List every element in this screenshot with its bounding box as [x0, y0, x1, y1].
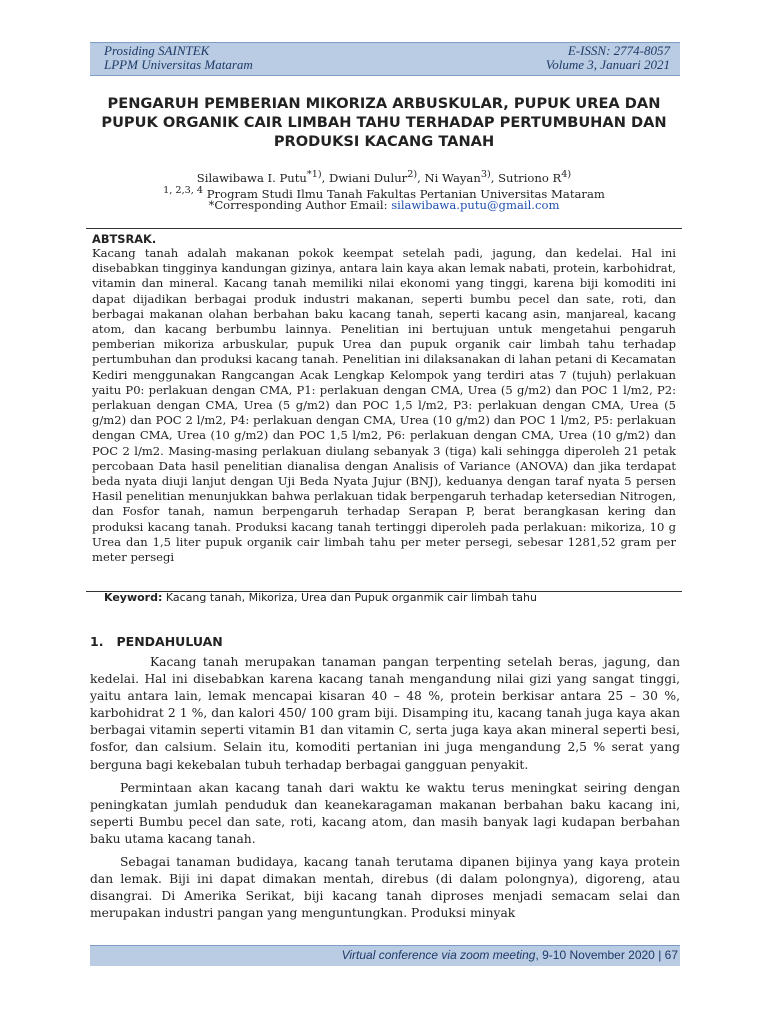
- affiliation-sup: 1, 2,3, 4: [163, 185, 204, 196]
- footer-conference: Virtual conference via zoom meeting: [341, 948, 536, 962]
- body-paragraph: Sebagai tanaman budidaya, kacang tanah terutama dipanen bijinya yang kaya protein dan lemak. Biji ini dapat dimakan mentah, direbus (di dalam polongnya), digoreng, atau disangrai. Di Amerika Serikat, biji kacang tanah diproses menjadi semacam selai dan merupakan industri pangan yang menguntungkan. Produksi minyak: [90, 855, 680, 921]
- author-name: Ni Wayan: [424, 170, 481, 185]
- issn: E-ISSN: 2774-8057: [567, 43, 670, 58]
- author-name: Sutriono R: [498, 170, 562, 185]
- author-sup: *1): [306, 169, 322, 180]
- author-sup: 3): [480, 169, 491, 180]
- section-title: 1. PENDAHULUAN: [90, 634, 223, 649]
- body-paragraph: Kacang tanah merupakan tanaman pangan terpenting setelah beras, jagung, dan kedelai. Hal ini disebabkan karena kacang tanah mengandung nilai gizi yang sangat tinggi, yaitu antara lain, lemak mencapai kisaran 40 – 48 %, protein berkisar antara 25 – 30 %, karbohidrat 2 1 %, dan kalori 450/ 100 gram biji. Disamping itu, kacang tanah juga kaya akan berbagai vitamin seperti vitamin B1 dan vitamin C, serta juga kaya akan mineral seperti besi, fosfor, dan calsium. Selain itu, komoditi pertanian ini juga mengandung 2,5 % serat yang berguna bagi kekebalan tubuh terhadap berbagai gangguan penyakit.: [90, 655, 680, 772]
- footer-date-page: , 9-10 November 2020 | 67: [535, 948, 678, 962]
- journal-name: Prosiding SAINTEK: [104, 43, 210, 58]
- author-sup: 2): [407, 169, 418, 180]
- keywords: [104, 591, 674, 604]
- keywords-label: Keyword:: [104, 591, 163, 604]
- page-footer: [342, 948, 678, 962]
- body-paragraph: Permintaan akan kacang tanah dari waktu ke waktu terus meningkat seiring dengan peningkatan jumlah penduduk dan keanekaragaman makanan berbahan baku kacang ini, seperti Bumbu pecel dan sate, roti, kacang atom, dan masih banyak lagi kudapan berbahan baku utama kacang tanah.: [90, 780, 680, 846]
- keywords-text: Kacang tanah, Mikoriza, Urea dan Pupuk organmik cair limbah tahu: [162, 591, 537, 604]
- author-sup: 4): [561, 169, 572, 180]
- corresponding-author: [100, 198, 668, 213]
- publisher-name: LPPM Universitas Mataram: [104, 57, 253, 72]
- abstract-heading: ABTSRAK.: [92, 232, 157, 246]
- author-email-link[interactable]: silawibawa.putu@gmail.com: [391, 198, 560, 212]
- paper-title: PENGARUH PEMBERIAN MIKORIZA ARBUSKULAR, PUPUK UREA DAN PUPUK ORGANIK CAIR LIMBAH TAHU TERHADAP PERTUMBUHAN DAN PRODUKSI KACANG TANAH: [101, 95, 667, 150]
- affiliation-text: Program Studi Ilmu Tanah Fakultas Pertanian Universitas Mataram: [206, 186, 605, 201]
- volume-info: Volume 3, Januari 2021: [545, 57, 670, 72]
- author-list: Silawibawa I. Putu$^{*1)}$, Dwiani Dulur$^{2)}$, Ni Wayan$^{3)}$, Sutriono $R^{4)}$: [196, 169, 572, 185]
- abstract-text: Kacang tanah adalah makanan pokok keempat setelah padi, jagung, dan kedelai. Hal ini disebabkan tingginya kandungan gizinya, antara lain kaya akan lemak nabati, protein, karbohidrat, vitamin dan mineral. Kacang tanah memiliki nilai ekonomi yang tinggi, karena biji komoditi ini dapat dijadikan berbagai produk industri makanan, seperti bumbu pecel dan sate, roti, dan berbagai makanan olahan berbahan baku kacang tanah, seperti kacang asin, manjareal, kacang atom, dan kacang berbumbu lainnya. Penelitian ini bertujuan untuk mengetahui pengaruh pemberian mikoriza arbuskular, pupuk Urea dan pupuk organik cair limbah tahu terhadap pertumbuhan dan produksi kacang tanah. Penelitian ini dilaksanakan di lahan petani di Kecamatan Kediri menggunakan Rangcangan Acak Lengkap Kelompok yang terdiri atas 7 (tujuh) perlakuan yaitu P0: perlakuan dengan CMA, P1: perlakuan dengan CMA, Urea (5 g/m2) dan POC 1 l/m2, P2: perlakuan dengan CMA, Urea (5 g/m2) dan POC 1,5 l/m2, P3: perlakuan dengan CMA, Urea (5 g/m2) dan POC 2 l/m2, P4: perlakuan dengan CMA, Urea (10 g/m2) dan POC 1 l/m2, P5: perlakuan dengan CMA, Urea (10 g/m2) dan POC 1,5 l/m2, P6: perlakuan dengan CMA, Urea (10 g/m2) dan POC 2 l/m2. Masing-masing perlakuan diulang sebanyak 3 (tiga) kali sehingga diperoleh 21 petak percobaan Data hasil penelitian dianalisa dengan Analisis of Variance (ANOVA) dan jika terdapat beda nyata diuji lanjut dengan Uji Beda Nyata Jujur (BNJ), keduanya dengan taraf nyata 5 persen Hasil penelitian menunjukkan bahwa perlakuan tidak berpengaruh terhadap ketersedian Nitrogen, dan Fosfor tanah, namun berpengaruh terhadap Serapan P, berat berangkasan kering dan produksi kacang tanah. Produksi kacang tanah tertinggi diperoleh pada perlakuan: mikoriza, 10 g Urea dan 1,5 liter pupuk organik cair limbah tahu per meter persegi, sebesar 1281,52 gram per meter persegi: [92, 246, 676, 565]
- author-name: Silawibawa I. Putu: [196, 170, 307, 185]
- corresponding-label: *Corresponding Author Email:: [208, 198, 392, 212]
- author-name: Dwiani Dulur: [329, 170, 408, 185]
- section-body: [90, 654, 680, 928]
